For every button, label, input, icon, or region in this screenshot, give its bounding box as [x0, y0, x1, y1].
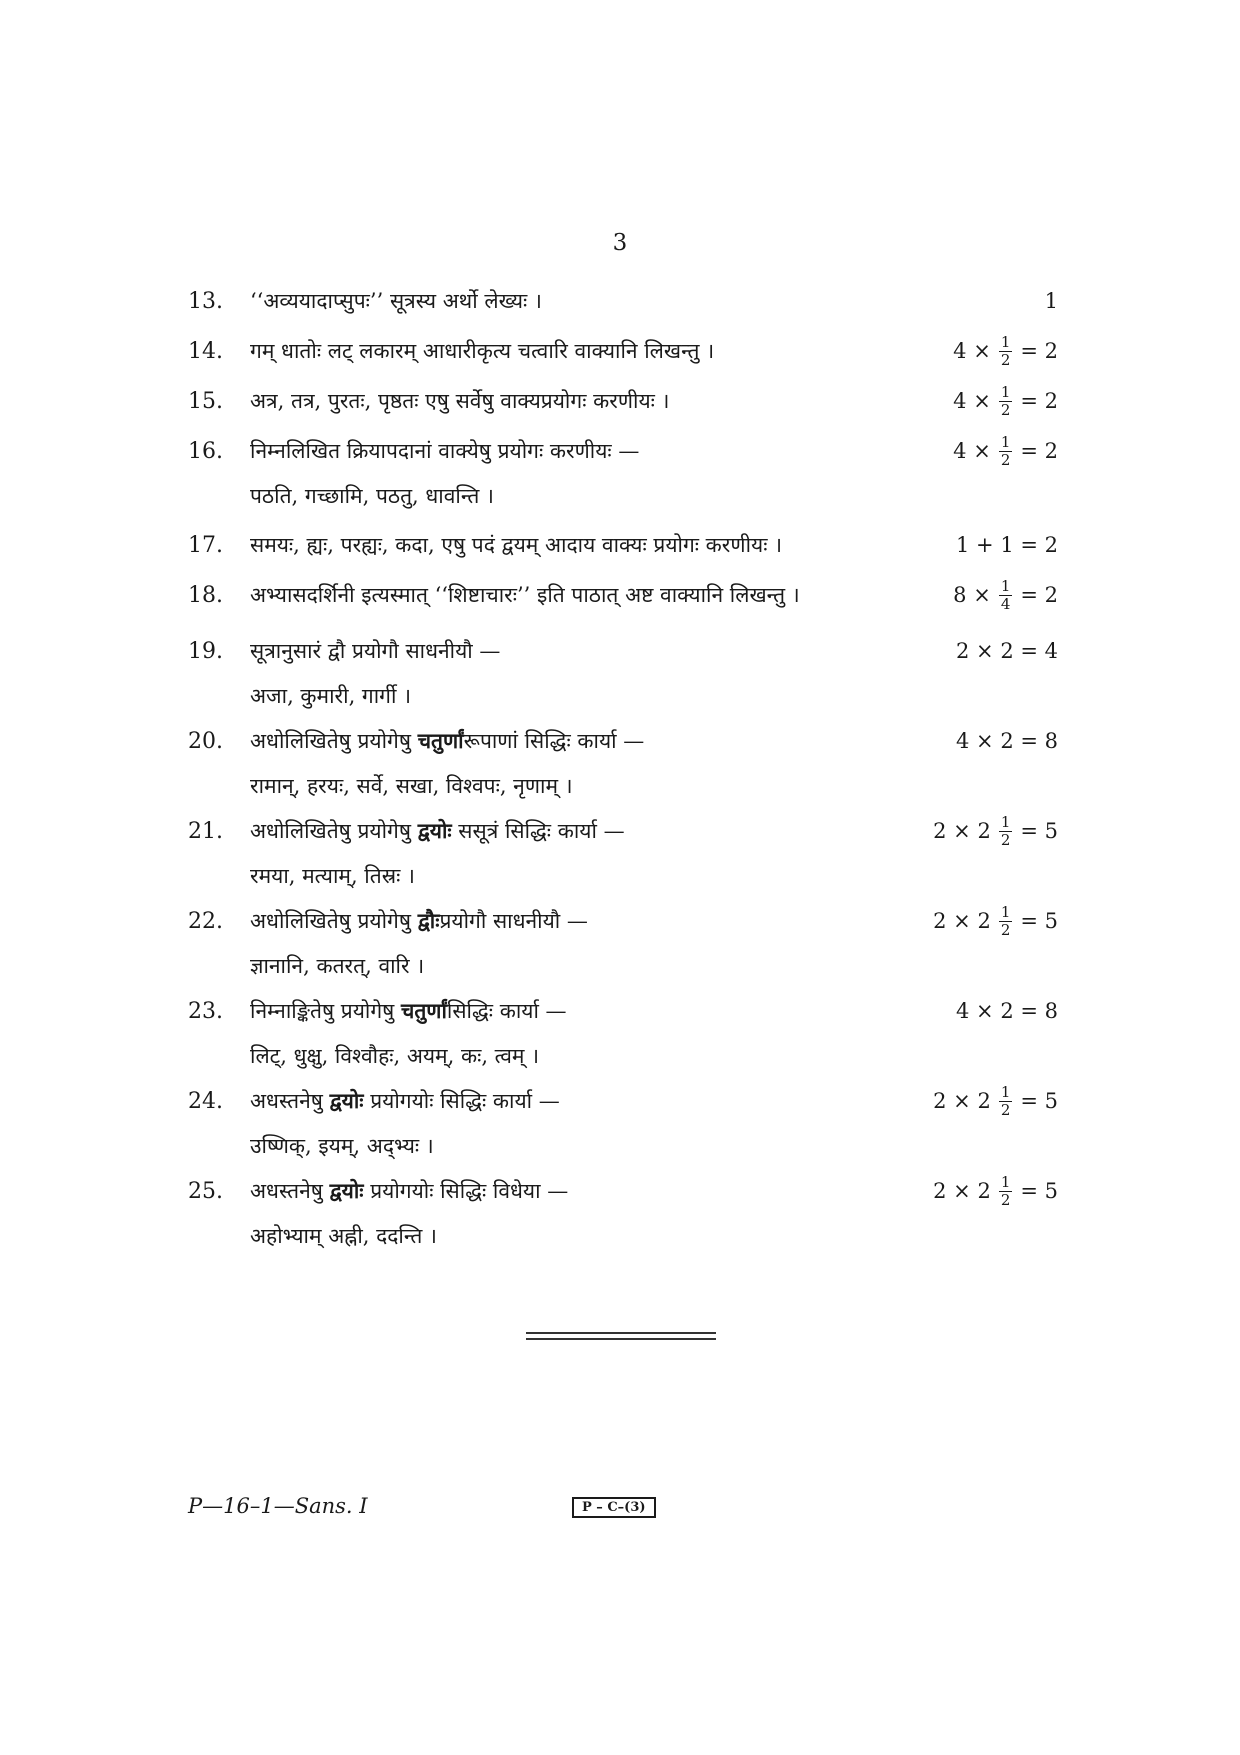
question-number: 24. — [188, 1088, 223, 1114]
fraction — [999, 576, 1013, 613]
question-14 — [188, 328, 1058, 374]
question-number: 17. — [188, 532, 223, 558]
question-15 — [188, 378, 1058, 424]
fraction-denominator: 2 — [1000, 400, 1011, 419]
marks — [933, 902, 1058, 939]
marks-total: = 5 — [1020, 1089, 1058, 1113]
fraction — [999, 1172, 1013, 1209]
question-text — [250, 1087, 933, 1115]
question-text-end: रूपाणां सिद्धिः कार्या — — [463, 729, 645, 753]
marks-total: = 2 — [1020, 339, 1058, 363]
question-text-start: निम्नाङ्कितेषु प्रयोगेषु — [250, 999, 401, 1023]
marks — [953, 432, 1058, 469]
marks: 2 × 2 = 4 — [956, 639, 1058, 663]
fraction-numerator: 1 — [1000, 1172, 1011, 1191]
marks-multiplier: 2 × 2 — [933, 1179, 991, 1203]
question-13 — [188, 278, 1058, 324]
question-options: ज्ञानानि, कतरत्, वारि । — [250, 954, 425, 978]
fraction-numerator: 1 — [1000, 902, 1011, 921]
fraction — [999, 902, 1013, 939]
question-text-emphasis: द्वयोः — [329, 1178, 364, 1203]
question-options: रमया, मत्याम्, तिस्रः । — [250, 864, 415, 888]
marks: 4 × 2 = 8 — [956, 999, 1058, 1023]
marks — [933, 812, 1058, 849]
question-text: ‘‘अव्ययादाप्सुपः’’ सूत्रस्य अर्थो लेख्यः । — [250, 289, 542, 313]
fraction — [999, 382, 1013, 419]
end-divider — [526, 1332, 716, 1340]
question-16 — [188, 428, 1058, 518]
question-18 — [188, 572, 1058, 618]
marks-multiplier: 2 × 2 — [933, 909, 991, 933]
question-number: 14. — [188, 338, 223, 364]
question-text — [250, 907, 933, 935]
marks: 1 + 1 = 2 — [956, 533, 1058, 557]
question-text-start: अधोलिखितेषु प्रयोगेषु — [250, 729, 418, 753]
marks-total: = 2 — [1020, 389, 1058, 413]
page-number: 3 — [612, 230, 628, 256]
marks-multiplier: 4 × — [953, 389, 991, 413]
fraction-denominator: 2 — [1000, 1190, 1011, 1209]
question-text — [250, 1177, 933, 1205]
question-list — [188, 278, 1058, 1258]
marks-multiplier: 4 × — [953, 339, 991, 363]
question-number: 25. — [188, 1178, 223, 1204]
question-options: रामान्, हरयः, सर्वे, सखा, विश्वपः, नृणाम् । — [250, 774, 573, 798]
fraction-denominator: 2 — [1000, 830, 1011, 849]
question-text: अभ्यासदर्शिनी इत्यस्मात् ‘‘शिष्टाचारः’’ इति पाठात् अष्ट वाक्यानि लिखन्तु । — [250, 583, 800, 607]
question-text-start: अधस्तनेषु — [250, 1089, 330, 1113]
marks-total: = 5 — [1020, 1179, 1058, 1203]
question-options: उष्णिक्, इयम्, अद्भ्यः । — [250, 1134, 434, 1158]
fraction — [999, 432, 1013, 469]
marks-total: = 5 — [1020, 909, 1058, 933]
question-text: अत्र, तत्र, पुरतः, पृष्ठतः एषु सर्वेषु वाक्यप्रयोगः करणीयः । — [250, 389, 670, 413]
question-number: 15. — [188, 388, 223, 414]
marks: 1 — [1044, 289, 1058, 313]
question-19 — [188, 628, 1058, 718]
question-text-emphasis: द्वयोः — [417, 818, 452, 843]
question-text-end: प्रयोगयोः सिद्धिः विधेया — — [363, 1179, 569, 1203]
question-25 — [188, 1168, 1058, 1258]
question-text: गम् धातोः लट् लकारम् आधारीकृत्य चत्वारि वाक्यानि लिखन्तु । — [250, 339, 715, 363]
marks-total: = 2 — [1020, 439, 1058, 463]
fraction-numerator: 1 — [1000, 332, 1011, 351]
question-text — [250, 997, 956, 1025]
fraction-numerator: 1 — [1000, 432, 1011, 451]
fraction-numerator: 1 — [1000, 1082, 1011, 1101]
fraction — [999, 332, 1013, 369]
question-number: 22. — [188, 908, 223, 934]
marks-multiplier: 2 × 2 — [933, 819, 991, 843]
fraction-denominator: 2 — [1000, 350, 1011, 369]
question-text — [250, 817, 933, 845]
marks-total: = 2 — [1020, 583, 1058, 607]
marks: 4 × 2 = 8 — [956, 729, 1058, 753]
page-code-box: P – C–(3) — [572, 1497, 656, 1518]
question-number: 18. — [188, 582, 223, 608]
marks — [953, 332, 1058, 369]
question-text-end: प्रयोगयोः सिद्धिः कार्या — — [363, 1089, 560, 1113]
marks-multiplier: 8 × — [953, 583, 991, 607]
question-text-start: अधोलिखितेषु प्रयोगेषु — [250, 909, 418, 933]
question-number: 21. — [188, 818, 223, 844]
question-number: 16. — [188, 438, 223, 464]
question-number: 13. — [188, 288, 223, 314]
fraction-denominator: 2 — [1000, 1100, 1011, 1119]
question-text-end: सिद्धिः कार्या — — [446, 999, 567, 1023]
question-number: 23. — [188, 998, 223, 1024]
fraction-denominator: 2 — [1000, 450, 1011, 469]
fraction-numerator: 1 — [1000, 576, 1011, 595]
question-text-start: अधस्तनेषु — [250, 1179, 330, 1203]
marks — [933, 1172, 1058, 1209]
marks-total: = 5 — [1020, 819, 1058, 843]
question-23 — [188, 988, 1058, 1078]
question-17 — [188, 522, 1058, 568]
question-text-emphasis: द्वयोः — [329, 1088, 364, 1113]
marks — [953, 576, 1058, 613]
fraction — [999, 812, 1013, 849]
question-text: समयः, ह्यः, परह्यः, कदा, एषु पदं द्वयम् आदाय वाक्यः प्रयोगः करणीयः । — [250, 533, 783, 557]
marks-multiplier: 2 × 2 — [933, 1089, 991, 1113]
fraction — [999, 1082, 1013, 1119]
fraction-denominator: 4 — [1000, 594, 1011, 613]
question-text-start: अधोलिखितेषु प्रयोगेषु — [250, 819, 418, 843]
question-22 — [188, 898, 1058, 988]
question-text: सूत्रानुसारं द्वौ प्रयोगौ साधनीयौ — — [250, 639, 501, 663]
question-20 — [188, 718, 1058, 808]
question-text — [250, 727, 956, 755]
question-text: निम्नलिखित क्रियापदानां वाक्येषु प्रयोगः करणीयः — — [250, 439, 640, 463]
marks — [953, 382, 1058, 419]
question-number: 19. — [188, 638, 223, 664]
paper-code: P—16–1—Sans. I — [188, 1494, 368, 1518]
question-24 — [188, 1078, 1058, 1168]
question-text-emphasis: चतुर्णां — [417, 728, 464, 753]
question-options: लिट्, धुक्षु, विश्वौहः, अयम्, कः, त्वम् । — [250, 1044, 540, 1068]
fraction-numerator: 1 — [1000, 812, 1011, 831]
marks — [933, 1082, 1058, 1119]
fraction-numerator: 1 — [1000, 382, 1011, 401]
question-text-end: प्रयोगौ साधनीयौ — — [439, 909, 588, 933]
fraction-denominator: 2 — [1000, 920, 1011, 939]
question-options: अहोभ्याम् अह्नी, ददन्ति । — [250, 1224, 437, 1248]
question-options: पठति, गच्छामि, पठतु, धावन्ति । — [250, 484, 494, 508]
question-21 — [188, 808, 1058, 898]
question-text-emphasis: द्वौः — [417, 908, 440, 933]
question-number: 20. — [188, 728, 223, 754]
question-text-end: ससूत्रं सिद्धिः कार्या — — [451, 819, 625, 843]
marks-multiplier: 4 × — [953, 439, 991, 463]
question-text-emphasis: चतुर्णां — [400, 998, 447, 1023]
question-options: अजा, कुमारी, गार्गी । — [250, 684, 412, 708]
